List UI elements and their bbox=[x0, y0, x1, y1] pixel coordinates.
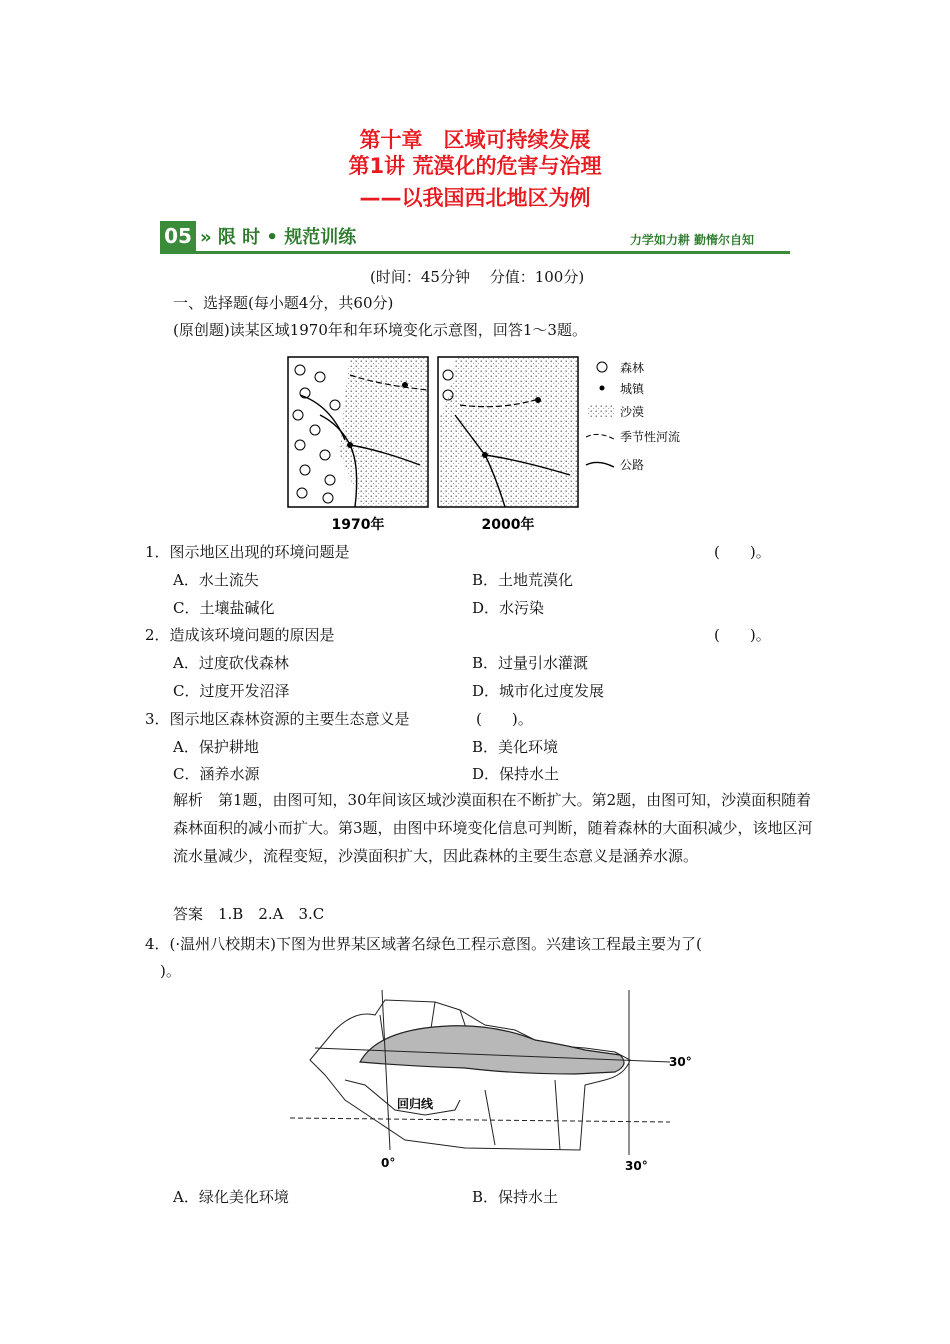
chapter-title: 第十章 区域可持续发展 bbox=[359, 128, 591, 152]
q4-stem-line2: )。 bbox=[160, 962, 181, 980]
q2-option-b: B．过量引水灌溉 bbox=[472, 654, 589, 672]
answer-key: 答案 1.B 2.A 3.C bbox=[173, 905, 325, 923]
legend-forest: 森林 bbox=[620, 361, 645, 375]
label-1970: 1970年 bbox=[331, 517, 385, 533]
legend-town: 城镇 bbox=[620, 382, 645, 396]
legend-desert: 沙漠 bbox=[620, 405, 645, 419]
q3-option-d: D．保持水土 bbox=[472, 765, 560, 783]
map-2000 bbox=[438, 357, 578, 533]
lesson-subtitle: ——以我国西北地区为例 bbox=[359, 186, 591, 210]
border bbox=[555, 1080, 560, 1150]
q1-option-b: B．土地荒漠化 bbox=[472, 571, 574, 589]
banner-title: » 限 时 • 规范训练 bbox=[200, 227, 357, 248]
map-1970 bbox=[288, 357, 428, 533]
banner-rule bbox=[160, 251, 790, 254]
q1-stem: 1．图示地区出现的环境问题是 bbox=[145, 543, 350, 561]
q3-option-a: A．保护耕地 bbox=[173, 738, 259, 756]
legend-road: 公路 bbox=[620, 458, 645, 472]
green-belt-area bbox=[360, 1026, 624, 1074]
analysis-text: 解析 第1题，由图可知，30年间该区域沙漠面积在不断扩大。第2题，由图可知，沙漠面积随着森林面积的减小而扩大。第3题，由图中环境变化信息可判断，随着森林的大面积减少，该地区河流水量减少，流程变短，沙漠面积扩大，因此森林的主要生态意义是涵养水源。 bbox=[173, 791, 813, 865]
q1-option-a: A．水土流失 bbox=[173, 571, 259, 589]
time-score: (时间：45分钟 分值：100分) bbox=[370, 268, 585, 286]
border bbox=[485, 1090, 495, 1145]
q1-option-d: D．水污染 bbox=[472, 599, 545, 617]
meridian-30-label: 30° bbox=[625, 1159, 648, 1173]
q4-stem-line1: 4．(·温州八校期末)下图为世界某区域著名绿色工程示意图。兴建该工程最主要为了( bbox=[145, 935, 702, 953]
label-2000: 2000年 bbox=[481, 517, 535, 533]
q1-blank: ( )。 bbox=[714, 543, 771, 561]
section-heading: 一、选择题(每小题4分，共60分) bbox=[173, 294, 394, 312]
q2-option-d: D．城市化过度发展 bbox=[472, 682, 605, 700]
q3-stem: 3．图示地区森林资源的主要生态意义是 bbox=[145, 710, 410, 728]
lesson-title: 第1讲 荒漠化的危害与治理 bbox=[348, 154, 602, 178]
q2-option-a: A．过度砍伐森林 bbox=[173, 654, 289, 672]
q3-option-c: C．涵养水源 bbox=[173, 765, 260, 783]
region-outline bbox=[310, 1000, 630, 1150]
question-intro: (原创题)读某区域1970年和年环境变化示意图，回答1～3题。 bbox=[173, 321, 587, 339]
tropic-label: 回归线 bbox=[397, 1097, 434, 1111]
tropic-line bbox=[290, 1118, 670, 1122]
q2-stem: 2．造成该环境问题的原因是 bbox=[145, 626, 335, 644]
latitude-30-label: 30° bbox=[669, 1055, 692, 1069]
environment-change-figure bbox=[280, 355, 720, 535]
banner-motto: 力学如力耕 勤惰尔自知 bbox=[629, 233, 754, 247]
figure-legend bbox=[586, 360, 680, 472]
meridian-0-label: 0° bbox=[381, 1156, 396, 1170]
legend-river: 季节性河流 bbox=[620, 430, 681, 444]
banner-badge: 05 bbox=[160, 221, 196, 251]
q4-option-b: B．保持水土 bbox=[472, 1188, 559, 1206]
q4-option-a: A．绿化美化环境 bbox=[173, 1188, 289, 1206]
q2-blank: ( )。 bbox=[714, 626, 771, 644]
green-project-map bbox=[285, 990, 705, 1175]
q1-option-c: C．土壤盐碱化 bbox=[173, 599, 275, 617]
q3-option-b: B．美化环境 bbox=[472, 738, 559, 756]
q2-option-c: C．过度开发沼泽 bbox=[173, 682, 290, 700]
section-banner bbox=[160, 221, 790, 255]
q3-blank: ( )。 bbox=[476, 710, 533, 728]
